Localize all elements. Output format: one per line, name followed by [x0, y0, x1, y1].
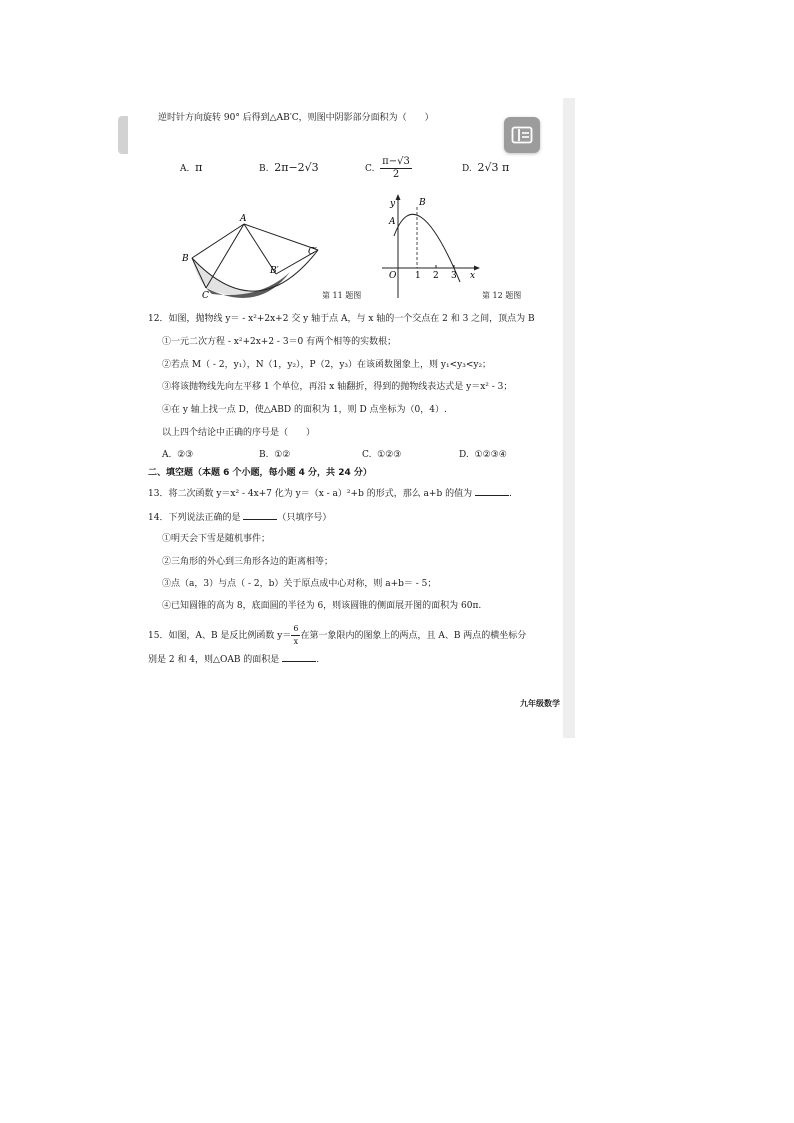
fig12-label-x: x [470, 271, 476, 281]
fig11-region [192, 250, 318, 296]
reader-mode-icon [511, 126, 533, 144]
figure-12-caption: 第 12 题图 [482, 291, 522, 300]
fig12-label-y: y [390, 199, 396, 209]
figure-11 [178, 210, 328, 302]
fig11-label-cp: C′ [308, 247, 317, 257]
q15-fraction: $\frac{6}{x}$ [293, 624, 299, 646]
q12-stem: 12．如图，抛物线 y＝ - x²+2x+2 交 y 轴于点 A，与 x 轴的一个交点在 2 和 3 之间，顶点为 B [148, 314, 535, 324]
fig12-label-o: O [389, 271, 397, 281]
q14-item-4: ④已知圆锥的高为 8，底面圆的半径为 6，则该圆锥的侧面展开图的面积为 60π. [162, 601, 482, 611]
figure-11-caption: 第 11 题图 [322, 291, 362, 300]
q14-item-2: ②三角形的外心到三角形各边的距离相等； [162, 557, 334, 567]
q14-item-1: ①明天会下雪是随机事件； [162, 534, 271, 544]
fig12-label-b: B [419, 198, 426, 208]
q15-answer-blank[interactable] [282, 652, 316, 662]
fig12-label-2: 2 [433, 271, 439, 281]
fig12-y-arrow [396, 194, 401, 200]
reader-mode-button[interactable] [504, 117, 540, 153]
fig11-ab [192, 224, 244, 258]
q12-option-a: A. ②③ [162, 450, 194, 460]
q14-item-3: ③点（a，3）与点（ - 2，b）关于原点成中心对称，则 a+b＝ - 5； [162, 579, 437, 589]
q12-item-1: ①一元二次方程 - x²+2x+2 - 3＝0 有两个相等的实数根； [162, 337, 397, 347]
fig11-acp [244, 224, 318, 250]
q15-line-1: 15．如图，A、B 是反比例函数 y＝ $\frac{6}{x}$ 在第一象限内的图象上的两点，且 A、B 两点的横坐标分 [148, 624, 527, 646]
q12-prompt: 以上四个结论中正确的序号是（ ） [162, 428, 316, 438]
section-2-heading: 二、填空题（本题 6 个小题，每小题 4 分，共 24 分） [148, 468, 372, 478]
q14-stem: 14．下列说法正确的是 （只填序号） [148, 510, 331, 524]
q11-option-a: A. π [180, 161, 203, 174]
q11-option-b: B. 2π−2√3 [259, 161, 319, 174]
fig11-label-bp: B′ [270, 266, 279, 276]
q15-line-2: 别是 2 和 4，则△OAB 的面积是 . [148, 652, 319, 666]
fig11-label-a: A [240, 214, 247, 224]
q11-option-c-fraction: $\frac{\pi-√3}{2}$ [382, 156, 410, 180]
q11-option-d: D. 2√3 π [462, 161, 510, 174]
q11-continuation: 逆时针方向旋转 90° 后得到△AB′C，则图中阴影部分面积为（ ） [158, 113, 434, 123]
fig11-label-c: C [202, 291, 209, 301]
figure-12 [380, 190, 484, 302]
q12-option-b: B. ①② [259, 450, 291, 460]
q14-answer-blank[interactable] [243, 510, 277, 520]
q12-option-c: C. ①②③ [362, 450, 402, 460]
fig12-x-arrow [474, 266, 480, 271]
page-right-edge [563, 98, 575, 738]
q12-item-3: ③将该抛物线先向左平移 1 个单位，再沿 x 轴翻折，得到的抛物线表达式是 y＝x² - 3； [162, 382, 513, 392]
fig12-label-1: 1 [415, 271, 421, 281]
left-edge-tab[interactable] [118, 116, 128, 154]
q13-answer-blank[interactable] [475, 486, 509, 496]
q12-item-2: ②若点 M（ - 2，y₁），N（1，y₂），P（2，y₃）在该函数图象上，则 y₁<y₃<y₂； [162, 360, 492, 370]
q13: 13．将二次函数 y＝x² - 4x+7 化为 y＝（x - a）²+b 的形式，那么 a+b 的值为 . [148, 486, 512, 500]
q12-option-d: D. ①②③④ [459, 450, 507, 460]
fig11-ac [206, 224, 244, 288]
page-footer: 九年级数学 [520, 699, 560, 708]
q11-option-c: C. $\frac{\pi-√3}{2}$ [365, 156, 410, 180]
fig11-label-b: B [182, 254, 189, 264]
fig12-label-3: 3 [451, 271, 457, 281]
fig12-label-a: A [389, 217, 396, 227]
q12-item-4: ④在 y 轴上找一点 D，使△ABD 的面积为 1，则 D 点坐标为（0，4）. [162, 405, 447, 415]
